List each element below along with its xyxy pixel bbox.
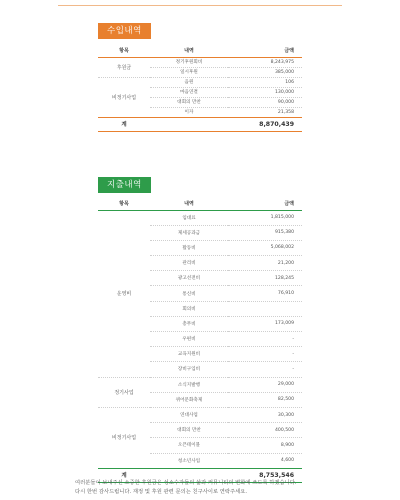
item-cell: 이자 [150,107,228,117]
amount-cell: 4,600 [228,453,302,468]
item-cell: 소식지발행 [150,377,228,392]
table-row [98,377,302,392]
footer-note [75,479,345,497]
item-cell: 교육지원비 [150,347,228,362]
item-cell: 일시후원 [150,67,228,77]
item-cell: 우편비 [150,332,228,347]
footer-line-1: 여러분들이 보내주신 소중한 후원금은 성소수자들의 삶과 커뮤니티의 변화에 쓰도록 하겠습니다. [75,480,297,486]
table-row [98,77,302,87]
amount-cell: 21,358 [228,107,302,117]
income-total: 8,870,439 [259,120,294,128]
item-cell: 제세공과금 [150,225,228,240]
header-category: 항목 [119,201,129,208]
item-cell: 활동비 [150,240,228,255]
header-item: 내역 [184,48,194,55]
item-cell: 장비구입비 [150,362,228,377]
amount-cell: 8,900 [228,438,302,453]
item-cell: 임대료 [150,210,228,225]
category-cell: 운영비 [98,210,150,377]
amount-cell: 29,000 [228,377,302,392]
top-divider [58,5,342,6]
category-cell: 정기사업 [98,377,150,407]
expense-table [98,198,302,483]
amount-cell: 90,000 [228,97,302,107]
amount-cell: - [228,332,302,347]
amount-cell: 106 [228,77,302,87]
table-row [98,57,302,67]
amount-cell: - [228,347,302,362]
header-amount: 금액 [284,48,294,55]
total-label: 계 [121,473,127,480]
item-cell: 통신비 [150,286,228,301]
item-cell: 관리비 [150,256,228,271]
amount-cell: 1,815,000 [228,210,302,225]
category-cell: 후원금 [98,57,150,77]
amount-cell: 130,000 [228,87,302,97]
amount-cell: 128,245 [228,271,302,286]
amount-cell: 400,500 [228,423,302,438]
category-cell: 비정기사업 [98,407,150,468]
item-cell: 대회의 만찬 [150,423,228,438]
amount-cell: 21,200 [228,256,302,271]
item-cell: 오픈테이블 [150,438,228,453]
header-amount: 금액 [284,201,294,208]
amount-cell: 915,380 [228,225,302,240]
amount-cell: - [228,362,302,377]
amount-cell [228,301,302,316]
item-cell: 대회의 만찬 [150,97,228,107]
income-table [98,45,302,132]
income-section [98,18,302,132]
table-row [98,210,302,225]
footer-line-2: 다시 한번 감사드립니다. 재정 및 후원 관련 문의는 친구사이로 연락주세요. [75,489,248,495]
income-header-row [98,45,302,57]
amount-cell: 173,009 [228,316,302,331]
income-title: 수입내역 [98,23,151,39]
header-item: 내역 [184,201,194,208]
amount-cell: 82,500 [228,392,302,407]
header-category: 항목 [119,48,129,55]
item-cell: 청소년사업 [150,453,228,468]
expense-title: 지출내역 [98,177,151,193]
amount-cell: 8,243,975 [228,57,302,67]
item-cell: 퀴어문화축제 [150,392,228,407]
item-cell: 마음연결 [150,87,228,97]
table-row [98,407,302,422]
item-cell: 정기후원회비 [150,57,228,67]
item-cell: 총무비 [150,316,228,331]
expense-section [98,172,302,483]
expense-total: 8,753,546 [259,471,294,479]
total-label: 계 [121,122,127,128]
amount-cell: 76,910 [228,286,302,301]
item-cell: 회의비 [150,301,228,316]
item-cell: 광고선전비 [150,271,228,286]
amount-cell: 385,000 [228,67,302,77]
category-cell: 비정기사업 [98,77,150,117]
amount-cell: 5,068,002 [228,240,302,255]
item-cell: 음원 [150,77,228,87]
expense-header-row [98,198,302,210]
income-total-row [98,117,302,131]
item-cell: 연대사업 [150,407,228,422]
amount-cell: 30,300 [228,407,302,422]
